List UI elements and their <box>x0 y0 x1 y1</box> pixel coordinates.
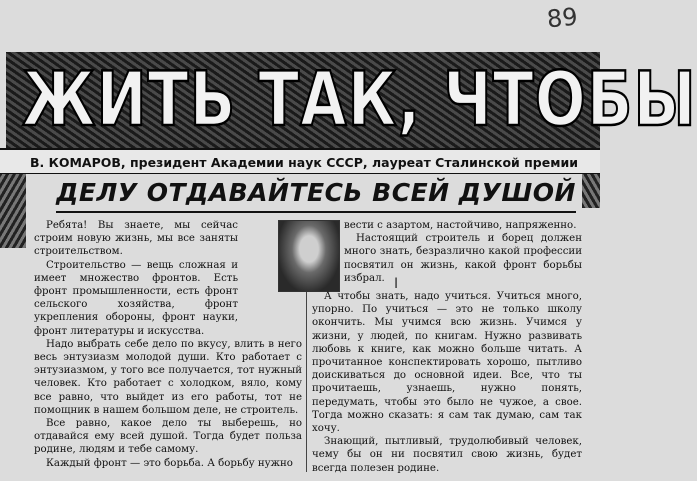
paragraph: Строительство — вещь сложная и имеет множество фронтов. Есть фронт промышленности, есть фронт сельского хозяйства, фронт укрепления обороны, фронт науки, фронт литературы и искусства. <box>34 259 238 337</box>
paragraph: Все равно, какое дело ты выберешь, но отдавайся ему всей душой. Тогда будет польза родине, людям и тебе самому. <box>34 418 302 456</box>
banner-title: ЖИТЬ ТАК, ЧТОБЫ <box>22 56 697 144</box>
handwritten-page-number: 89 <box>546 2 580 34</box>
paragraph: А чтобы знать, надо учиться. Учиться много, упорно. По учиться — это не только школу окончить. Мы учимся всю жизнь. Учимся у жизни, у людей, по книгам. Нужно развивать любовь к книге, как можно больше читать. А прочитанное конспектировать хорошо, пытливо доискиваться до основной идеи. Все, что ты прочитаешь, узнаешь, нужно понять, передумать, чтобы это было не чужое, а свое. Тогда можно сказать: я сам так думаю, сам так хочу. <box>312 291 582 435</box>
paragraph: вести с азартом, настойчиво, напряженно. <box>344 220 577 231</box>
author-byline: В. КОМАРОВ, президент Академии наук СССР, лауреат Сталинской премии <box>0 148 600 174</box>
author-portrait <box>278 220 340 292</box>
column-divider <box>306 292 307 472</box>
article-headline: ДЕЛУ ОТДАВАЙТЕСЬ ВСЕЙ ДУШОЙ <box>56 178 576 213</box>
paragraph: Знающий, пытливый, трудолюбивый человек, чему бы он ни посвятил свою жизнь, будет всегда полезен родине. <box>312 436 582 474</box>
right-column-top <box>344 219 582 285</box>
title-banner <box>6 52 697 148</box>
left-column <box>34 219 302 470</box>
paragraph: Настоящий строитель и борец должен много знать, безразлично какой профессии посвятил он жизнь, какой фронт борьбы избрал. <box>344 233 582 284</box>
right-column <box>312 290 582 475</box>
paragraph: Надо выбрать себе дело по вкусу, влить в него весь энтузиазм молодой души. Кто работает с энтузиазмом, у того все получается, тот нужный человек. Кто работает с холодком, вяло, кому все равно, что выйдет из его работы, тот не помощник в нашем большом деле, не строитель. <box>34 338 302 416</box>
paragraph: Ребята! Вы знаете, мы сейчас строим новую жизнь, мы все заняты строительством. <box>34 220 238 258</box>
paragraph: Каждый фронт — это борьба. А борьбу нужно <box>46 457 293 469</box>
handwritten-mark: I <box>394 276 399 292</box>
